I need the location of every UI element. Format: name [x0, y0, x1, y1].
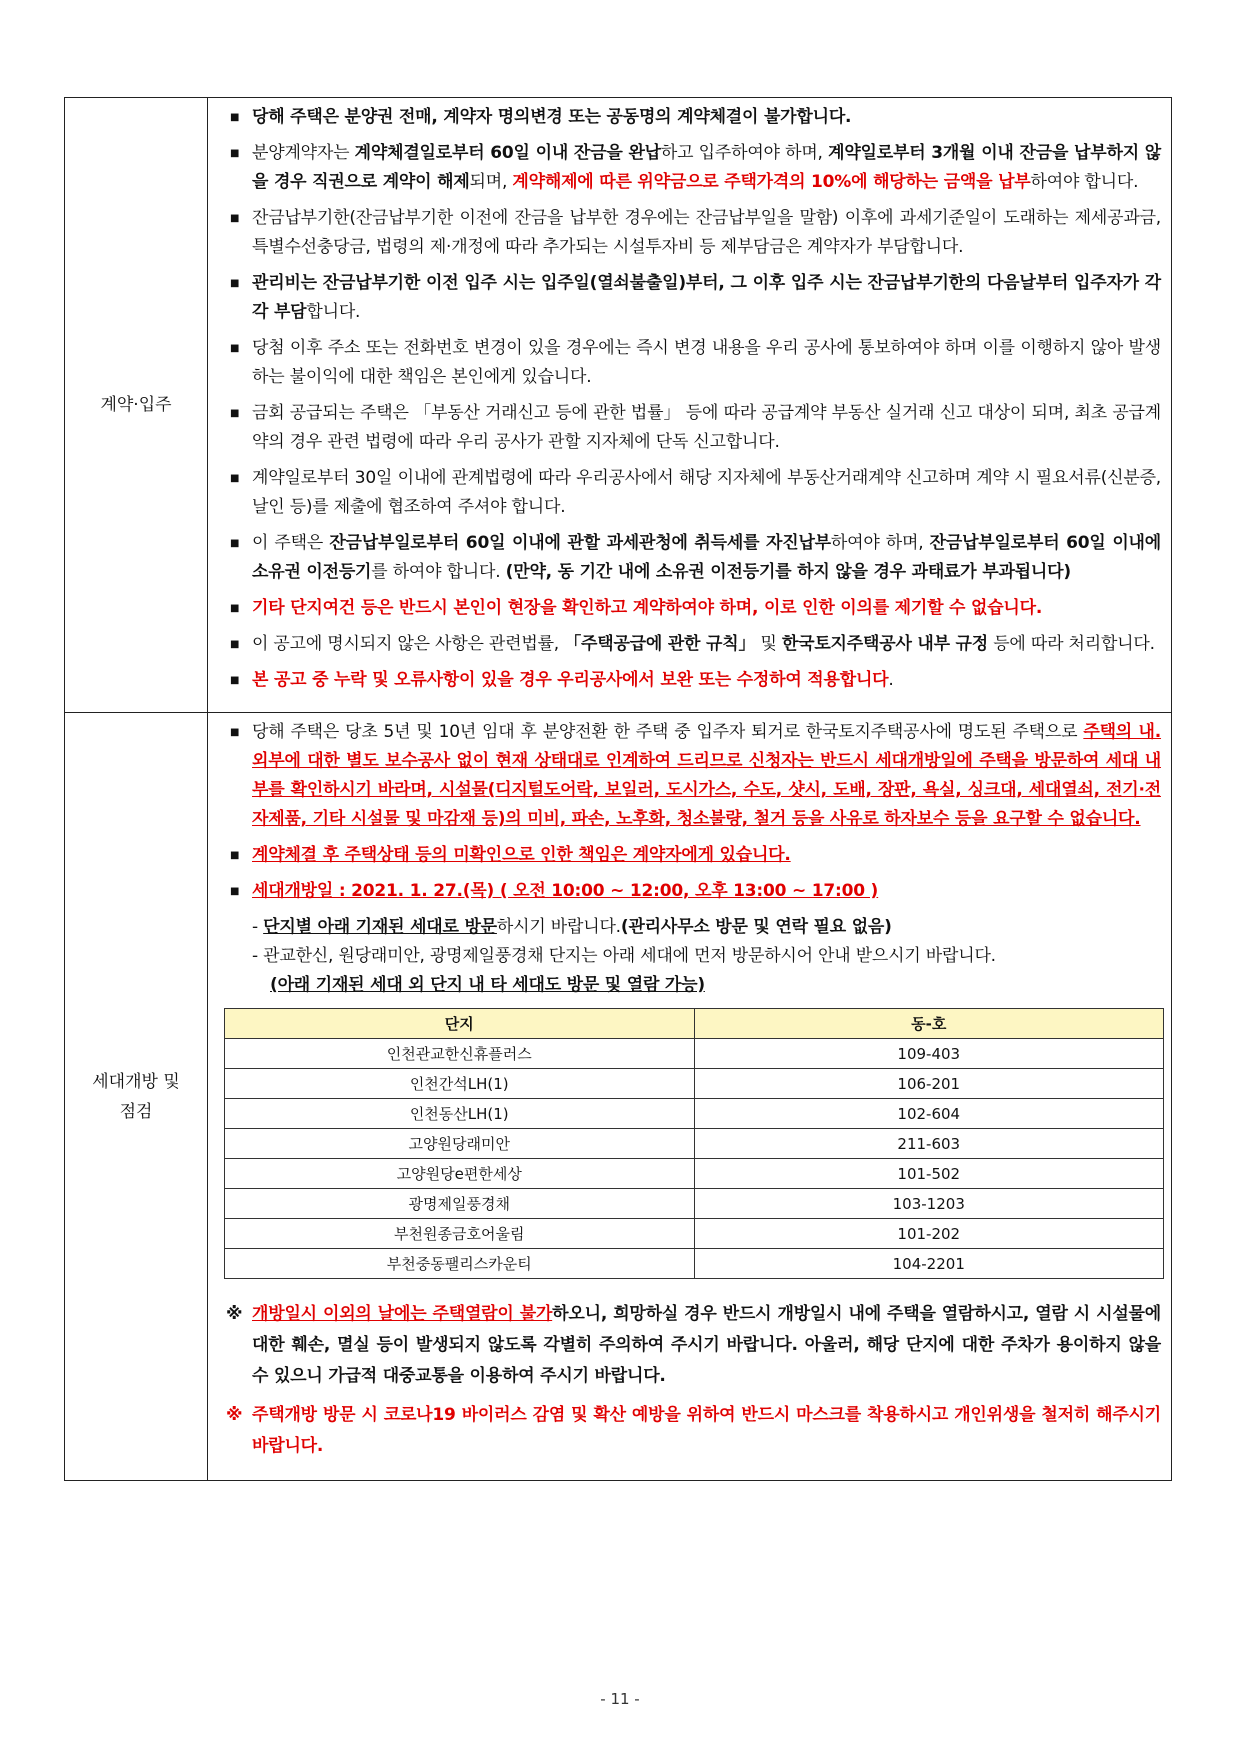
contract-item	[220, 594, 1161, 623]
text-run: (관리사무소 방문 및 연락 필요 없음)	[620, 917, 892, 937]
text-run: 당해	[252, 107, 291, 127]
text-run: 하고 입주하여야 하며,	[660, 143, 829, 163]
contract-item	[220, 204, 1161, 262]
square-bullet-icon: ■	[230, 473, 240, 484]
contract-item	[220, 666, 1161, 695]
text-run: 잔금납부일로부터 60일 이내에 소유권 이전등기	[252, 533, 1162, 582]
contract-items	[220, 103, 1161, 695]
table-row	[225, 1099, 1164, 1129]
text-run: 계약일로부터 30일 이내에 관계법령에 따라 우리공사에서 해당 지자체에 부동산거래계약 신고하며 계약 시 필요서류(신분증, 날인 등)를 제출에 협조하여 주셔야 합니다.	[252, 468, 1161, 517]
square-bullet-icon: ■	[230, 603, 240, 614]
contract-item	[220, 464, 1161, 522]
text-run: (만약, 동 기간 내에 소유권 이전등기를 하지 않을 경우 과태료가 부과됩니다)	[505, 562, 1071, 582]
square-bullet-icon: ■	[230, 278, 240, 289]
text-run: 단지별 아래 기재된 세대로 방문	[263, 917, 497, 937]
reference-mark-icon: ※	[226, 1405, 243, 1425]
text-run: 당해 주택은 당초 5년 및 10년 임대 후 분양전환 한 주택 중 입주자 퇴거로 한국토지주택공사에 명도된 주택으로	[252, 722, 1084, 742]
complex-name-cell: 부천중동팰리스카운티	[225, 1249, 695, 1279]
text-run: 개방일시 이외의 날에는 주택열람이 불가	[252, 1304, 553, 1324]
text-run: 하시기 바랍니다.	[496, 917, 621, 937]
contract-item	[220, 630, 1161, 659]
complex-name-cell: 부천원종금호어울림	[225, 1219, 695, 1249]
unit-header: 동-호	[694, 1009, 1164, 1039]
visit-other-units-line: (아래 기재된 세대 외 단지 내 타 세대도 방문 및 열람 가능)	[270, 975, 705, 995]
complex-name-cell: 인천관교한신휴플러스	[225, 1039, 695, 1069]
contract-label: 계약·입주	[100, 395, 172, 415]
complex-name-cell: 고양원당래미안	[225, 1129, 695, 1159]
inspection-items	[220, 718, 1161, 906]
square-bullet-icon: ■	[230, 213, 240, 224]
unit-number-cell: 102-604	[694, 1099, 1164, 1129]
unit-number-cell: 101-202	[694, 1219, 1164, 1249]
complex-name-cell: 인천동산LH(1)	[225, 1099, 695, 1129]
square-bullet-icon: ■	[230, 675, 240, 686]
text-run: 계약해제에 따른 위약금으로 주택가격의 10%에 해당하는 금액을 납부	[512, 172, 1031, 192]
contract-item	[220, 334, 1161, 392]
text-run: 하오니, 희망하실 경우 반드시 개방일시 내에 주택을 열람하시고, 열람 시 시설물에 대한 훼손, 멸실 등이 발생되지 않도록 각별히 주의하여 주시기 바랍니다. 아울러, 해당 단지에 대한 주차가 용이하지 않을 수 있으니 가급적 대중교통을 이용하여 주시기 바랍니다.	[252, 1304, 1161, 1386]
unit-number-cell: 103-1203	[694, 1189, 1164, 1219]
text-run: 계약체결 후 주택상태 등의 미확인으로 인한 책임은 계약자에게 있습니다.	[252, 845, 791, 865]
text-run: 되며,	[469, 172, 513, 192]
text-run: 합니다.	[306, 302, 361, 322]
text-run: 잔금납부기한(잔금납부기한 이전에 잔금을 납부한 경우에는 잔금납부일을 말함) 이후에 과세기준일이 도래하는 제세공과금, 특별수선충당금, 법령의 제·개정에 따라 추가되는 시설투자비 등 제부담금은 계약자가 부담합니다.	[252, 208, 1161, 257]
inspection-content-cell	[208, 713, 1172, 1481]
text-run: 기타 단지여건 등은 반드시 본인이 현장을 확인하고 계약하여야 하며, 이로 인한 이의를 제기할 수 없습니다.	[252, 598, 1043, 618]
complex-name-cell: 인천간석LH(1)	[225, 1069, 695, 1099]
inspection-label-line1: 세대개방 및	[92, 1071, 180, 1092]
contract-item	[220, 399, 1161, 457]
square-bullet-icon: ■	[230, 148, 240, 159]
unit-number-cell: 101-502	[694, 1159, 1164, 1189]
text-run: 「주택공급에 관한 규칙」	[564, 634, 756, 654]
text-run: 를 하여야 합니다.	[371, 562, 506, 582]
square-bullet-icon: ■	[230, 727, 240, 738]
contract-item	[220, 529, 1161, 587]
text-run: 등에 따라 처리합니다.	[988, 634, 1155, 654]
unit-number-cell: 211-603	[694, 1129, 1164, 1159]
covid-note	[220, 1400, 1161, 1462]
text-run: .	[888, 670, 894, 690]
text-run: 하여야 합니다.	[1030, 172, 1139, 192]
unit-number-cell: 106-201	[694, 1069, 1164, 1099]
contract-content-cell	[208, 98, 1172, 713]
text-run: 주택의 내.외부에 대한 별도 보수공사 없이 현재 상태대로 인계하여 드리므로 신청자는 반드시 세대개방일에 주택을 방문하여 세대 내부를 확인하시기 바라며, 시설물(디지털도어락, 보일러, 도시가스, 수도, 샷시, 도배, 장판, 욕실, 싱크대, 세대열쇠, 전기·전자제품, 기타 시설물 및 마감재 등)의 미비, 파손, 노후화, 청소불량, 철거 등을 사유로 하자보수 등을 요구할 수 없습니다.	[252, 722, 1162, 829]
complex-name-cell: 고양원당e편한세상	[225, 1159, 695, 1189]
text-run: 계약체결일로부터 60일 이내 잔금을 완납	[354, 143, 661, 163]
visit-instruction-line	[220, 913, 1161, 942]
text-run: 계약일로부터 3개월 이내 잔금을 납부하지 않을 경우 직권으로 계약이 해제	[252, 143, 1161, 192]
complex-name-cell: 광명제일풍경채	[225, 1189, 695, 1219]
table-row	[225, 1249, 1164, 1279]
text-run: 잔금납부일로부터 60일 이내에 관할 과세관청에 취득세를 자진납부	[329, 533, 831, 553]
table-row	[225, 1189, 1164, 1219]
open-units-body	[225, 1039, 1164, 1279]
open-units-table	[224, 1008, 1164, 1279]
inspection-row	[65, 713, 1172, 1481]
text-run: 이 공고에 명시되지 않은 사항은 관련법률,	[252, 634, 565, 654]
inspection-label-line2: 점검	[119, 1101, 153, 1122]
contract-label-cell	[65, 98, 208, 713]
square-bullet-icon: ■	[230, 538, 240, 549]
square-bullet-icon: ■	[230, 408, 240, 419]
square-bullet-icon: ■	[230, 850, 240, 861]
table-row	[225, 1219, 1164, 1249]
square-bullet-icon: ■	[230, 639, 240, 650]
contract-item	[220, 269, 1161, 327]
text-run: 주택은 분양권 전매, 계약자 명의변경 또는 공동명의 계약체결이 불가합니다.	[290, 107, 852, 127]
text-run: 한국토지주택공사 내부 규정	[781, 634, 988, 654]
text-run: 이 주택은	[252, 533, 330, 553]
inspection-item	[220, 718, 1161, 834]
table-row	[225, 1039, 1164, 1069]
text-run: 세대개방일 : 2021. 1. 27.(목) ( 오전 10:00 ~ 12:00, 오후 13:00 ~ 17:00 )	[252, 881, 879, 901]
text-run: 분양계약자는	[252, 143, 355, 163]
contract-row	[65, 98, 1172, 713]
table-row	[225, 1159, 1164, 1189]
notice-table	[64, 97, 1172, 1481]
open-units-header-row	[225, 1009, 1164, 1039]
inspection-label-cell	[65, 713, 208, 1481]
text-run: 당첨 이후 주소 또는 전화번호 변경이 있을 경우에는 즉시 변경 내용을 우리 공사에 통보하여야 하며 이를 이행하지 않아 발생하는 불이익에 대한 책임은 본인에게 있습니다.	[252, 338, 1161, 387]
contract-item	[220, 103, 1161, 132]
viewing-note	[220, 1299, 1161, 1392]
table-row	[225, 1129, 1164, 1159]
table-row	[225, 1069, 1164, 1099]
text-run: 관리비는 잔금납부기한 이전 입주 시는 입주일(열쇠불출일)부터, 그 이후 입주 시는 잔금납부기한의 다음날부터 입주자가 각각 부담	[252, 273, 1161, 322]
complex-header: 단지	[225, 1009, 695, 1039]
text-run: 금회 공급되는 주택은 「부동산 거래신고 등에 관한 법률」 등에 따라 공급계약 부동산 실거래 신고 대상이 되며, 최초 공급계약의 경우 관련 법령에 따라 우리 공사가 관할 지자체에 단독 신고합니다.	[252, 403, 1161, 452]
text-run: 주택개방 방문 시 코로나19 바이러스 감염 및 확산 예방을 위하여 반드시 마스크를 착용하시고 개인위생을 철저히 해주시기 바랍니다.	[252, 1405, 1161, 1456]
square-bullet-icon: ■	[230, 343, 240, 354]
reference-mark-icon: ※	[226, 1304, 243, 1324]
square-bullet-icon: ■	[230, 112, 240, 123]
unit-number-cell: 104-2201	[694, 1249, 1164, 1279]
square-bullet-icon: ■	[230, 886, 240, 897]
contract-item	[220, 139, 1161, 197]
visit-first-line: - 관교한신, 원당래미안, 광명제일풍경채 단지는 아래 세대에 먼저 방문하시어 안내 받으시기 바랍니다.	[252, 946, 996, 966]
text-run: 하여야 하며,	[830, 533, 930, 553]
inspection-item	[220, 877, 1161, 906]
text-run: 및	[755, 634, 782, 654]
inspection-item	[220, 841, 1161, 870]
page-number: - 11 -	[600, 1690, 640, 1708]
text-run: 본 공고 중 누락 및 오류사항이 있을 경우 우리공사에서 보완 또는 수정하여 적용합니다	[252, 670, 889, 690]
unit-number-cell: 109-403	[694, 1039, 1164, 1069]
text-run: -	[252, 917, 264, 937]
